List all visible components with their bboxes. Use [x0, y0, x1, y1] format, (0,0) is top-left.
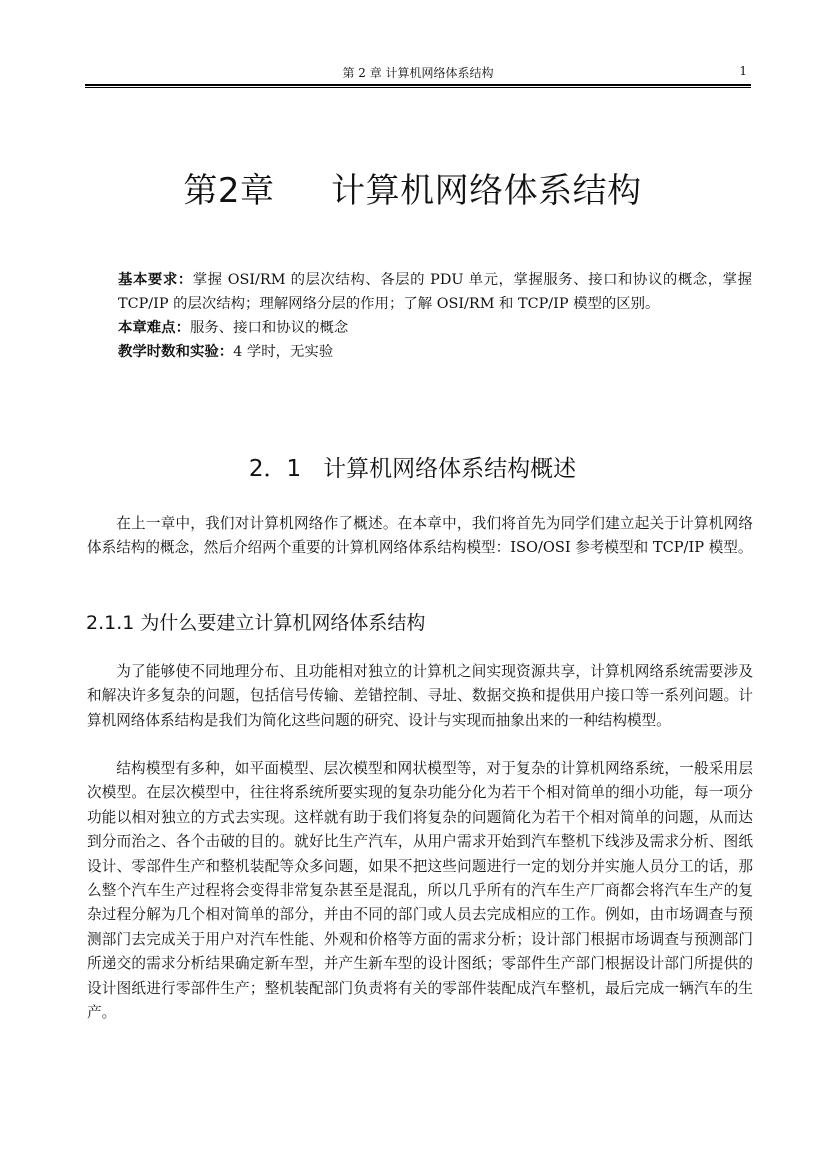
body-paragraph-2: 结构模型有多种，如平面模型、层次模型和网状模型等，对于复杂的计算机网络系统，一般采用层次模型。在层次模型中，往往将系统所要实现的复杂功能分化为若干个相对简单的细小功能，每一项分功能以相对独立的方式去实现。这样就有助于我们将复杂的问题简化为若干个相对简单的问题，从而达到分而治之、各个击破的目的。就好比生产汽车，从用户需求开始到汽车整机下线涉及需求分析、图纸设计、零部件生产和整机装配等众多问题，如果不把这些问题进行一定的划分并实施人员分工的话，那么整个汽车生产过程将会变得非常复杂甚至是混乱，所以几乎所有的汽车生产厂商都会将汽车生产的复杂过程分解为几个相对简单的部分，并由不同的部门或人员去完成相应的工作。例如，由市场调查与预测部门去完成关于用户对汽车性能、外观和价格等方面的需求分析；设计部门根据市场调查与预测部门所递交的需求分析结果确定新车型，并产生新车型的设计图纸；零部件生产部门根据设计部门所提供的设计图纸进行零部件生产；整机装配部门负责将有关的零部件装配成汽车整机，最后完成一辆汽车的生产。 [87, 760, 753, 1022]
header-rule [85, 84, 751, 88]
basic-requirements-label: 基本要求： [118, 271, 193, 288]
basic-requirements-text: 掌握 OSI/RM 的层次结构、各层的 PDU 单元，掌握服务、接口和协议的概念，掌握 TCP/IP 的层次结构；理解网络分层的作用；了解 OSI/RM 和 TCP/IP 模型的区别。 [118, 272, 752, 312]
running-header [85, 62, 751, 84]
body-paragraph-1: 为了能够使不同地理分布、且功能相对独立的计算机之间实现资源共享，计算机网络系统需要涉及和解决许多复杂的问题，包括信号传输、差错控制、寻址、数据交换和提供用户接口等一系列问题。计算机网络体系结构是我们为简化这些问题的研究、设计与实现而抽象出来的一种结构模型。 [87, 663, 753, 729]
subsection-title: 2.1.1 为什么要建立计算机网络体系结构 [86, 612, 426, 634]
section-title: 2．1 计算机网络体系结构概述 [248, 456, 577, 482]
chapter-title: 第2章 计算机网络体系结构 [183, 171, 642, 211]
chapter-difficulty-label: 本章难点： [118, 319, 190, 336]
basic-requirements [118, 268, 752, 316]
page-number: 1 [739, 64, 747, 78]
chapter-difficulty [118, 316, 752, 340]
section-intro-paragraph: 在上一章中，我们对计算机网络作了概述。在本章中，我们将首先为同学们建立起关于计算机网络体系结构的概念，然后介绍两个重要的计算机网络体系结构模型：ISO/OSI 参考模型和 TCP/IP 模型。 [87, 515, 753, 557]
teaching-hours [118, 340, 752, 364]
chapter-difficulty-text: 服务、接口和协议的概念 [189, 320, 349, 336]
chapter-requirements [118, 268, 752, 364]
header-title: 第 2 章 计算机网络体系结构 [342, 66, 494, 80]
teaching-hours-text: 4 学时，无实验 [233, 344, 334, 360]
teaching-hours-label: 教学时数和实验： [118, 343, 234, 360]
